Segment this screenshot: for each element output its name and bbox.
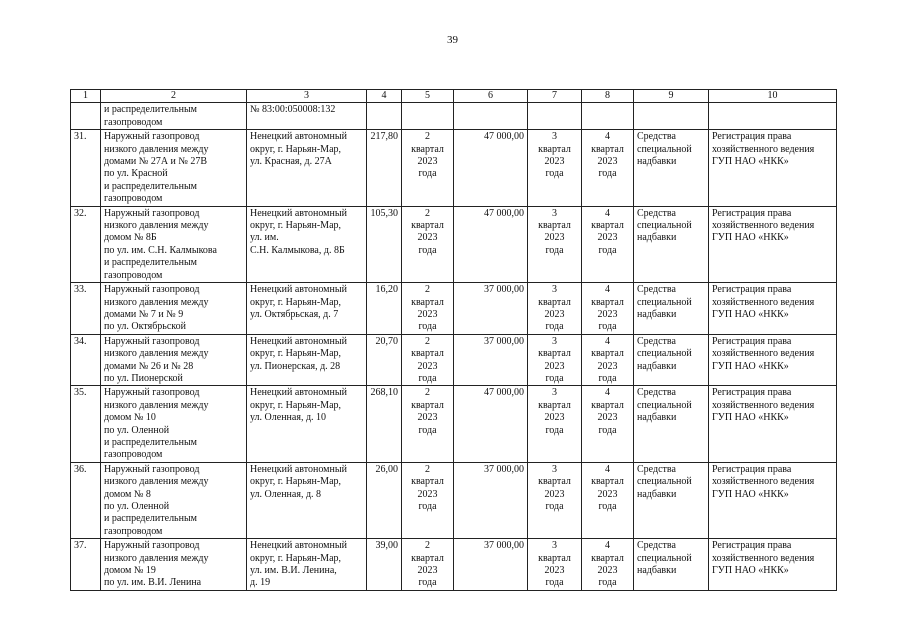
- object-address: Ненецкий автономный округ, г. Нарьян-Мар, ул. им. В.И. Ленина, д. 19: [247, 539, 367, 591]
- note: Регистрация права хозяйственного ведения ГУП НАО «НКК»: [709, 462, 837, 538]
- quarter-start: 2 квартал 2023 года: [402, 283, 454, 335]
- object-name: Наружный газопровод низкого давления между домом № 10 по ул. Оленной и распределительным газопроводом: [101, 386, 247, 462]
- note: Регистрация права хозяйственного ведения ГУП НАО «НКК»: [709, 334, 837, 386]
- column-number: 2: [101, 90, 247, 103]
- cost: 37 000,00: [454, 539, 528, 591]
- table-row: [71, 283, 837, 335]
- quarter-mid: 3 квартал 2023 года: [528, 206, 582, 282]
- funding-source: Средства специальной надбавки: [634, 386, 709, 462]
- cost: 47 000,00: [454, 130, 528, 206]
- length: 39,00: [367, 539, 402, 591]
- continuation-row: [71, 103, 837, 130]
- quarter-end: [582, 103, 634, 130]
- column-number: 7: [528, 90, 582, 103]
- quarter-mid: 3 квартал 2023 года: [528, 386, 582, 462]
- page-number: 39: [447, 34, 458, 46]
- table-row: [71, 539, 837, 591]
- quarter-start: 2 квартал 2023 года: [402, 386, 454, 462]
- object-name: Наружный газопровод низкого давления между домом № 8 по ул. Оленной и распределительным газопроводом: [101, 462, 247, 538]
- quarter-mid: 3 квартал 2023 года: [528, 283, 582, 335]
- funding-source: Средства специальной надбавки: [634, 462, 709, 538]
- object-name: Наружный газопровод низкого давления между домами № 7 и № 9 по ул. Октябрьской: [101, 283, 247, 335]
- funding-source: Средства специальной надбавки: [634, 283, 709, 335]
- row-number: 37.: [71, 539, 101, 591]
- quarter-end: 4 квартал 2023 года: [582, 334, 634, 386]
- row-number: 35.: [71, 386, 101, 462]
- funding-source: Средства специальной надбавки: [634, 206, 709, 282]
- funding-source: Средства специальной надбавки: [634, 539, 709, 591]
- table-row: [71, 386, 837, 462]
- row-number: 32.: [71, 206, 101, 282]
- object-address: № 83:00:050008:132: [247, 103, 367, 130]
- note: Регистрация права хозяйственного ведения ГУП НАО «НКК»: [709, 283, 837, 335]
- cost: 37 000,00: [454, 283, 528, 335]
- row-number: 36.: [71, 462, 101, 538]
- row-number: 31.: [71, 130, 101, 206]
- quarter-start: 2 квартал 2023 года: [402, 334, 454, 386]
- column-number: 6: [454, 90, 528, 103]
- column-number: 1: [71, 90, 101, 103]
- quarter-mid: 3 квартал 2023 года: [528, 462, 582, 538]
- quarter-start: 2 квартал 2023 года: [402, 539, 454, 591]
- quarter-end: 4 квартал 2023 года: [582, 386, 634, 462]
- cost: 47 000,00: [454, 386, 528, 462]
- table-row: [71, 462, 837, 538]
- table-row: [71, 334, 837, 386]
- quarter-end: 4 квартал 2023 года: [582, 539, 634, 591]
- quarter-mid: 3 квартал 2023 года: [528, 539, 582, 591]
- quarter-mid: 3 квартал 2023 года: [528, 334, 582, 386]
- quarter-end: 4 квартал 2023 года: [582, 206, 634, 282]
- quarter-start: 2 квартал 2023 года: [402, 462, 454, 538]
- object-address: Ненецкий автономный округ, г. Нарьян-Мар, ул. Оленная, д. 8: [247, 462, 367, 538]
- quarter-start: 2 квартал 2023 года: [402, 206, 454, 282]
- quarter-end: 4 квартал 2023 года: [582, 283, 634, 335]
- column-number-row: [71, 90, 837, 103]
- cost: 47 000,00: [454, 206, 528, 282]
- quarter-start: 2 квартал 2023 года: [402, 130, 454, 206]
- quarter-end: 4 квартал 2023 года: [582, 462, 634, 538]
- object-name: и распределительным газопроводом: [101, 103, 247, 130]
- length: 16,20: [367, 283, 402, 335]
- table-row: [71, 206, 837, 282]
- length: 20,70: [367, 334, 402, 386]
- cost: [454, 103, 528, 130]
- length: [367, 103, 402, 130]
- note: Регистрация права хозяйственного ведения ГУП НАО «НКК»: [709, 386, 837, 462]
- quarter-mid: 3 квартал 2023 года: [528, 130, 582, 206]
- object-address: Ненецкий автономный округ, г. Нарьян-Мар, ул. Красная, д. 27А: [247, 130, 367, 206]
- note: Регистрация права хозяйственного ведения ГУП НАО «НКК»: [709, 539, 837, 591]
- quarter-start: [402, 103, 454, 130]
- object-address: Ненецкий автономный округ, г. Нарьян-Мар, ул. Октябрьская, д. 7: [247, 283, 367, 335]
- column-number: 3: [247, 90, 367, 103]
- object-name: Наружный газопровод низкого давления между домом № 19 по ул. им. В.И. Ленина: [101, 539, 247, 591]
- column-number: 4: [367, 90, 402, 103]
- column-number: 10: [709, 90, 837, 103]
- object-address: Ненецкий автономный округ, г. Нарьян-Мар, ул. Оленная, д. 10: [247, 386, 367, 462]
- object-address: Ненецкий автономный округ, г. Нарьян-Мар, ул. им. С.Н. Калмыкова, д. 8Б: [247, 206, 367, 282]
- object-name: Наружный газопровод низкого давления между домами № 27А и № 27В по ул. Красной и распределительным газопроводом: [101, 130, 247, 206]
- column-number: 9: [634, 90, 709, 103]
- quarter-mid: [528, 103, 582, 130]
- cost: 37 000,00: [454, 334, 528, 386]
- note: Регистрация права хозяйственного ведения ГУП НАО «НКК»: [709, 206, 837, 282]
- table-row: [71, 130, 837, 206]
- note: [709, 103, 837, 130]
- funding-source: Средства специальной надбавки: [634, 334, 709, 386]
- note: Регистрация права хозяйственного ведения ГУП НАО «НКК»: [709, 130, 837, 206]
- gas-pipeline-table: [70, 89, 837, 591]
- object-address: Ненецкий автономный округ, г. Нарьян-Мар, ул. Пионерская, д. 28: [247, 334, 367, 386]
- row-number: 33.: [71, 283, 101, 335]
- row-number: [71, 103, 101, 130]
- column-number: 8: [582, 90, 634, 103]
- length: 268,10: [367, 386, 402, 462]
- length: 26,00: [367, 462, 402, 538]
- row-number: 34.: [71, 334, 101, 386]
- column-number: 5: [402, 90, 454, 103]
- funding-source: Средства специальной надбавки: [634, 130, 709, 206]
- quarter-end: 4 квартал 2023 года: [582, 130, 634, 206]
- cost: 37 000,00: [454, 462, 528, 538]
- object-name: Наружный газопровод низкого давления между домами № 26 и № 28 по ул. Пионерской: [101, 334, 247, 386]
- length: 217,80: [367, 130, 402, 206]
- object-name: Наружный газопровод низкого давления между домом № 8Б по ул. им. С.Н. Калмыкова и распределительным газопроводом: [101, 206, 247, 282]
- length: 105,30: [367, 206, 402, 282]
- funding-source: [634, 103, 709, 130]
